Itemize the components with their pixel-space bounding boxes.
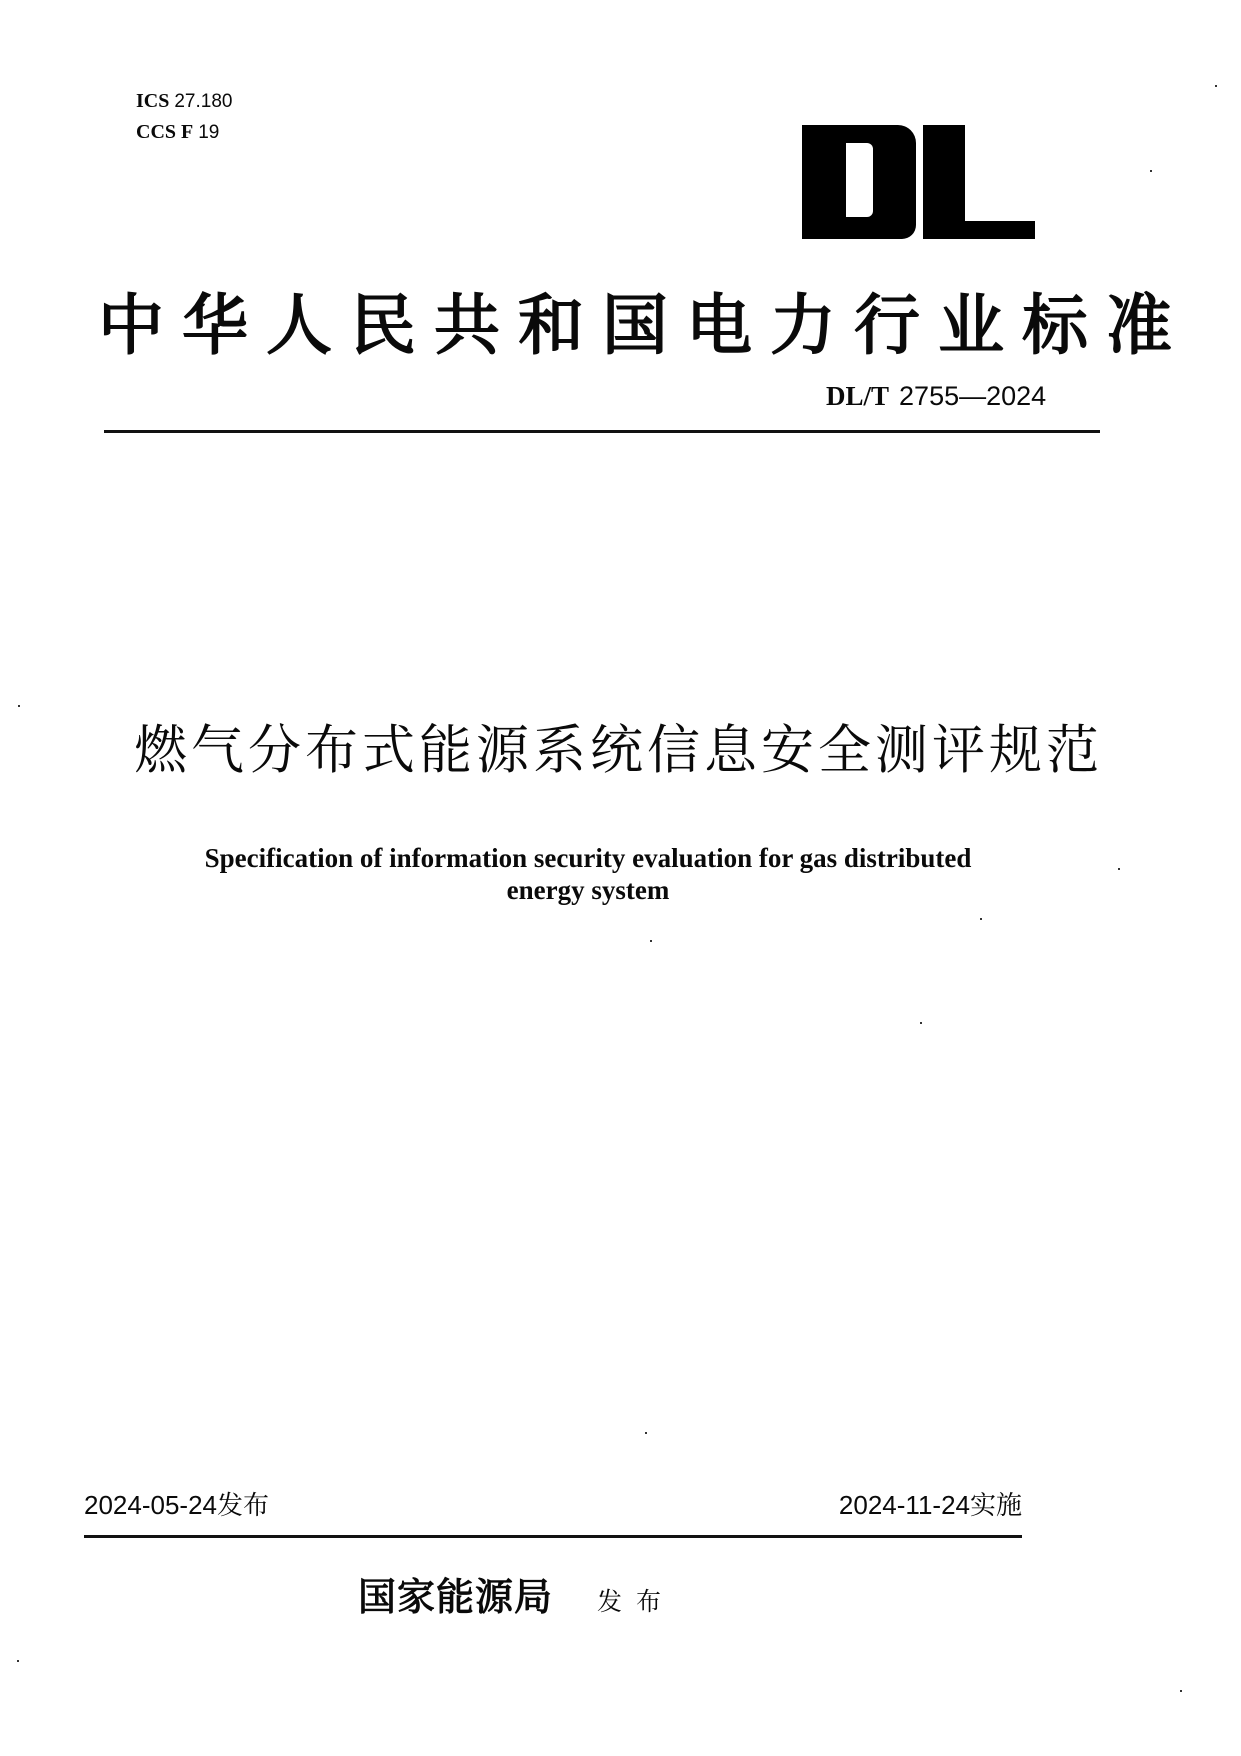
english-title-line-2: energy system <box>506 875 670 905</box>
scan-speck <box>1215 85 1217 87</box>
issuer-action: 发布 <box>597 1587 676 1616</box>
scan-speck <box>1150 170 1152 172</box>
english-title-line-1: Specification of information security evaluation for gas distributed <box>204 843 972 873</box>
ics-value: 27.180 <box>174 91 233 112</box>
ccs-value: 19 <box>198 122 220 143</box>
standard-code: 2755—2024 <box>899 381 1047 411</box>
document-title-chinese: 燃气分布式能源系统信息安全测评规范 <box>134 720 1103 781</box>
dl-logo-letter-l <box>923 125 1035 239</box>
document-title-english <box>120 842 1056 906</box>
ics-code <box>136 86 232 117</box>
scan-speck <box>645 1432 647 1434</box>
issuer <box>358 1572 675 1627</box>
header-divider <box>104 430 1100 433</box>
industry-standard-title: 中华人民共和国电力行业标准 <box>98 286 1190 364</box>
ccs-code <box>136 117 232 148</box>
scan-speck <box>1118 868 1120 870</box>
scan-speck <box>17 1660 19 1662</box>
scan-speck <box>1180 1690 1182 1692</box>
scan-speck <box>18 705 20 707</box>
ccs-label: CCS F <box>136 121 194 143</box>
standard-number <box>826 380 1046 412</box>
effective-date: 2024-11-24实施 <box>838 1490 1022 1520</box>
dl-logo <box>802 125 1038 239</box>
scan-speck <box>650 940 652 942</box>
publish-date: 2024-05-24发布 <box>84 1490 269 1520</box>
issuer-name: 国家能源局 <box>358 1574 554 1619</box>
classification-codes <box>136 86 232 148</box>
scan-speck <box>980 918 982 920</box>
dl-logo-letter-d <box>802 125 916 239</box>
scan-speck <box>920 1022 922 1024</box>
ics-label: ICS <box>136 90 170 112</box>
standard-prefix: DL/T <box>826 381 890 411</box>
footer-divider <box>84 1535 1022 1538</box>
